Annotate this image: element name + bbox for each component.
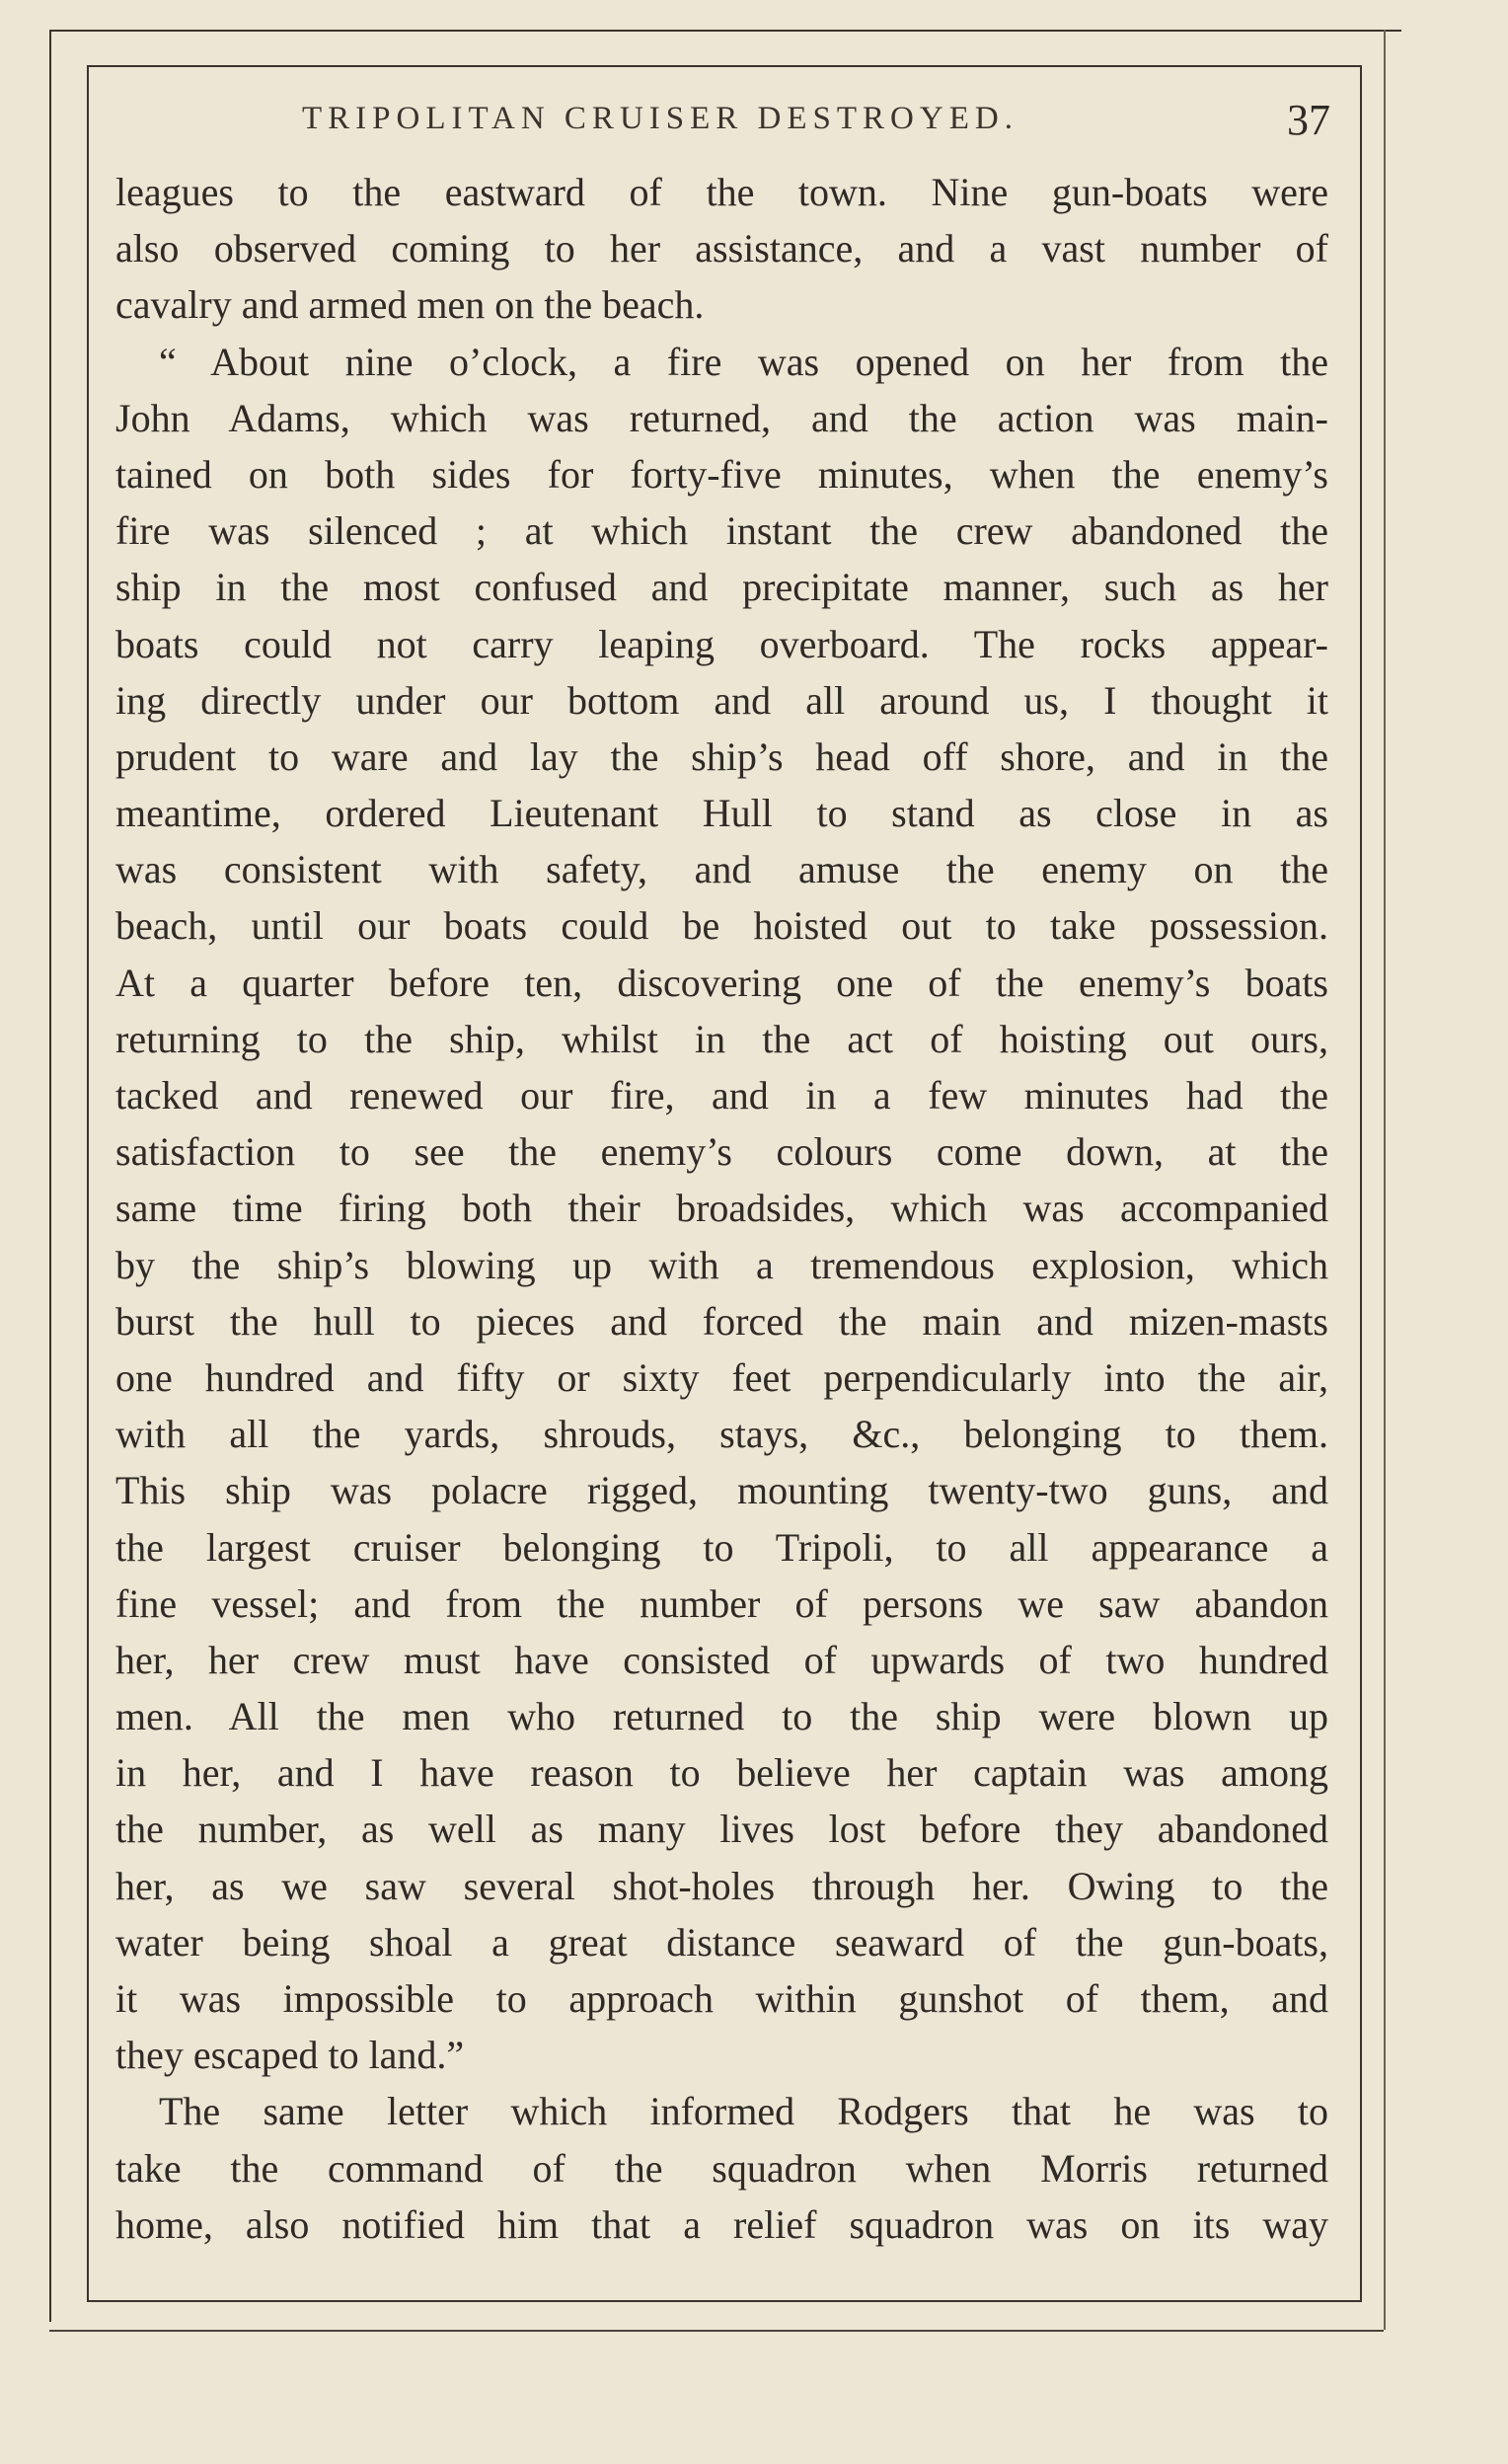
text-line: men. All the men who returned to the ship were blown up xyxy=(115,1694,1328,1739)
text-line: tacked and renewed our fire, and in a few minutes had the xyxy=(115,1073,1328,1117)
page-frame-right-rule xyxy=(1384,30,1386,2330)
text-line: her, her crew must have consisted of upwards of two hundred xyxy=(115,1637,1328,1682)
text-line: leagues to the eastward of the town. Nine gun-boats were xyxy=(115,170,1328,214)
text-line: cavalry and armed men on the beach. xyxy=(115,282,705,328)
text-line: tained on both sides for forty-five minutes, when the enemy’s xyxy=(115,451,1328,497)
text-line: same time firing both their broadsides, which was accompanied xyxy=(115,1186,1328,1231)
page-frame-bottom-rule xyxy=(49,2330,1384,2332)
text-line: take the command of the squadron when Morris returned xyxy=(115,2145,1328,2191)
text-line: home, also notified him that a relief squadron was on its way xyxy=(115,2201,1328,2247)
text-line: the largest cruiser belonging to Tripoli, to all appearance a xyxy=(115,1524,1328,1570)
text-line: fire was silenced ; at which instant the crew abandoned the xyxy=(115,508,1328,554)
text-line: fine vessel; and from the number of persons we saw abandon xyxy=(115,1580,1328,1626)
text-line: ing directly under our bottom and all around us, I thought it xyxy=(115,677,1328,723)
text-line: one hundred and fifty or sixty feet perpendicularly into the air, xyxy=(115,1354,1328,1400)
text-line: meantime, ordered Lieutenant Hull to stand as close in as xyxy=(115,791,1328,836)
text-line: This ship was polacre rigged, mounting twenty-two guns, and xyxy=(115,1468,1328,1513)
running-title: TRIPOLITAN CRUISER DESTROYED. xyxy=(302,101,1018,136)
running-head xyxy=(118,95,1342,154)
text-line: by the ship’s blowing up with a tremendous explosion, which xyxy=(115,1242,1328,1287)
text-line: ship in the most confused and precipitate manner, such as her xyxy=(115,565,1328,610)
text-line: The same letter which informed Rodgers that he was to xyxy=(159,2089,1328,2134)
body-text xyxy=(115,164,1328,2253)
text-line: in her, and I have reason to believe her captain was among xyxy=(115,1750,1328,1796)
text-line: “ About nine o’clock, a fire was opened on her from the xyxy=(159,339,1328,384)
text-line: water being shoal a great distance seaward of the gun-boats, xyxy=(115,1919,1328,1964)
text-line: burst the hull to pieces and forced the main and mizen-masts xyxy=(115,1298,1328,1344)
text-line: At a quarter before ten, discovering one of the enemy’s boats xyxy=(115,960,1328,1005)
text-line: John Adams, which was returned, and the action was main- xyxy=(115,395,1328,440)
text-line: boats could not carry leaping overboard. The rocks appear- xyxy=(115,621,1328,666)
text-line: they escaped to land.” xyxy=(115,2033,465,2078)
text-line: the number, as well as many lives lost before they abandoned xyxy=(115,1807,1328,1852)
text-line: with all the yards, shrouds, stays, &c., belonging to them. xyxy=(115,1412,1328,1457)
text-line: her, as we saw several shot-holes through her. Owing to the xyxy=(115,1863,1328,1908)
text-line: prudent to ware and lay the ship’s head off shore, and in the xyxy=(115,733,1328,779)
text-line: returning to the ship, whilst in the act of hoisting out ours, xyxy=(115,1016,1328,1061)
text-line: it was impossible to approach within gunshot of them, and xyxy=(115,1976,1328,2021)
text-line: also observed coming to her assistance, and a vast number of xyxy=(115,226,1328,271)
page-number: 37 xyxy=(1287,96,1330,144)
text-line: beach, until our boats could be hoisted out to take possession. xyxy=(115,903,1328,949)
text-line: satisfaction to see the enemy’s colours come down, at the xyxy=(115,1129,1328,1175)
text-line: was consistent with safety, and amuse the enemy on the xyxy=(115,847,1328,892)
